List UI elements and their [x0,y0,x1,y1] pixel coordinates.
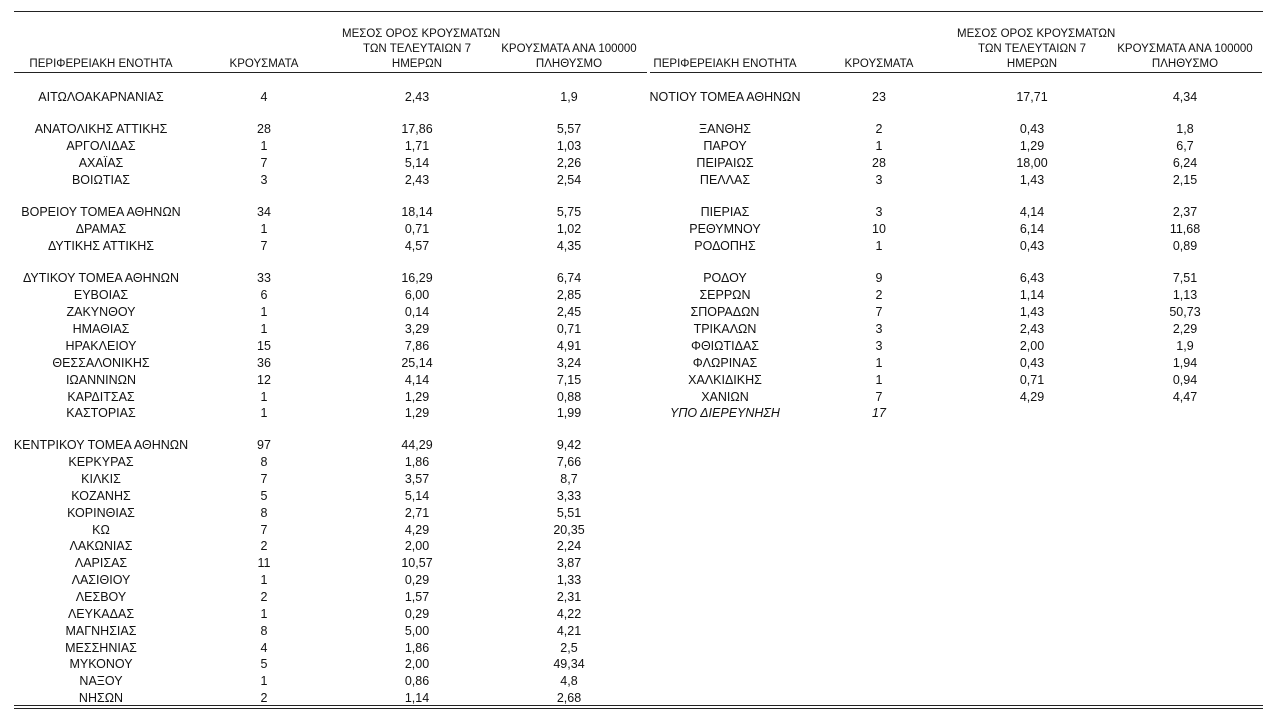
table-cell-region: ΛΑΣΙΘΙΟΥ [71,572,131,587]
table-cell-avg7: 5,14 [404,488,430,503]
table-cell-region: ΛΕΣΒΟΥ [75,589,127,604]
header-avg7-right-line: ΤΩΝ ΤΕΛΕΥΤΑΙΩΝ 7 [978,43,1086,55]
table-cell-cases: 2 [875,121,883,136]
table-cell-region: ΛΑΚΩΝΙΑΣ [69,538,133,553]
table-cell-region: ΦΘΙΩΤΙΔΑΣ [690,338,760,353]
table-cell-cases: 8 [260,505,268,520]
table-cell-region: ΜΥΚΟΝΟΥ [69,656,133,671]
table-cell-per100k: 2,5 [560,640,578,655]
header-cases-left-line: ΚΡΟΥΣΜΑΤΑ [229,58,299,70]
table-cell-cases: 1 [875,372,883,387]
table-cell-avg7: 3,57 [404,471,430,486]
table-cell-per100k: 2,24 [556,538,582,553]
header-per100k-left-line: ΚΡΟΥΣΜΑΤΑ ΑΝΑ 100000 [501,43,637,55]
table-cell-per100k: 0,88 [556,389,582,404]
table-cell-cases: 7 [260,522,268,537]
table-cell-region: ΦΛΩΡΙΝΑΣ [692,355,758,370]
table-cell-region: ΝΗΣΩΝ [78,690,124,705]
table-cell-region: ΡΟΔΟΠΗΣ [694,238,756,253]
table-cell-per100k: 0,89 [1172,238,1198,253]
table-cell-per100k: 5,51 [556,505,582,520]
table-cell-per100k: 2,31 [556,589,582,604]
table-cell-cases: 1 [875,355,883,370]
table-cell-region: ΣΕΡΡΩΝ [699,287,751,302]
table-cell-per100k: 1,33 [556,572,582,587]
bottom-rule-2 [14,708,1263,709]
table-cell-cases: 15 [257,338,271,353]
table-cell-cases: 5 [260,656,268,671]
table-cell-region: ΜΕΣΣΗΝΙΑΣ [65,640,137,655]
table-cell-avg7: 4,29 [1019,389,1045,404]
table-cell-per100k: 4,35 [556,238,582,253]
table-cell-avg7: 1,14 [404,690,430,705]
table-cell-cases: 2 [260,589,268,604]
table-cell-per100k: 2,37 [1172,204,1198,219]
table-cell-region: ΚΩ [92,522,110,537]
table-cell-region: ΠΕΛΛΑΣ [699,172,751,187]
table-cell-cases: 17 [872,405,886,420]
table-cell-cases: 1 [260,606,268,621]
header-cases-left [219,57,309,72]
header-avg7-right [957,27,1116,72]
table-cell-cases: 1 [260,405,268,420]
table-cell-region: ΒΟΙΩΤΙΑΣ [71,172,131,187]
table-cell-region: ΥΠΟ ΔΙΕΡΕΥΝΗΣΗ [670,405,780,420]
table-cell-per100k: 0,71 [556,321,582,336]
table-cell-cases: 11 [257,555,271,570]
table-cell-cases: 2 [875,287,883,302]
table-cell-per100k: 1,9 [560,89,578,104]
table-cell-region: ΖΑΚΥΝΘΟΥ [66,304,136,319]
table-cell-cases: 3 [875,172,883,187]
table-cell-avg7: 1,86 [404,454,430,469]
table-cell-region: ΙΩΑΝΝΙΝΩΝ [65,372,137,387]
table-cell-region: ΒΟΡΕΙΟΥ ΤΟΜΕΑ ΑΘΗΝΩΝ [21,204,181,219]
table-cell-cases: 9 [875,270,883,285]
table-cell-per100k: 3,24 [556,355,582,370]
table-cell-region: ΚΑΡΔΙΤΣΑΣ [67,389,135,404]
table-cell-region: ΚΙΛΚΙΣ [81,471,121,486]
header-avg7-left-line: ΤΩΝ ΤΕΛΕΥΤΑΙΩΝ 7 [363,43,471,55]
table-cell-region: ΚΕΝΤΡΙΚΟΥ ΤΟΜΕΑ ΑΘΗΝΩΝ [13,437,189,452]
table-cell-per100k: 2,54 [556,172,582,187]
table-cell-avg7: 2,71 [404,505,430,520]
header-region-left-line: ΠΕΡΙΦΕΡΕΙΑΚΗ ΕΝΟΤΗΤΑ [29,58,173,70]
header-region-right-line: ΠΕΡΙΦΕΡΕΙΑΚΗ ΕΝΟΤΗΤΑ [653,58,797,70]
table-cell-per100k: 8,7 [560,471,578,486]
table-cell-avg7: 0,43 [1019,355,1045,370]
table-cell-cases: 1 [875,238,883,253]
table-cell-cases: 4 [260,640,268,655]
table-cell-per100k: 1,03 [556,138,582,153]
table-cell-per100k: 2,26 [556,155,582,170]
table-cell-avg7: 1,14 [1019,287,1045,302]
table-cell-avg7: 0,43 [1019,238,1045,253]
table-cell-avg7: 1,86 [404,640,430,655]
table-cell-per100k: 20,35 [553,522,585,537]
header-region-left [1,57,201,72]
table-cell-cases: 7 [875,389,883,404]
table-cell-region: ΣΠΟΡΑΔΩΝ [690,304,760,319]
table-cell-avg7: 7,86 [404,338,430,353]
header-cases-right-line: ΚΡΟΥΣΜΑΤΑ [844,58,914,70]
table-cell-region: ΔΥΤΙΚΗΣ ΑΤΤΙΚΗΣ [48,238,154,253]
table-cell-cases: 28 [257,121,271,136]
table-cell-cases: 1 [260,138,268,153]
table-cell-avg7: 1,71 [404,138,430,153]
table-cell-avg7: 2,00 [1019,338,1045,353]
header-per100k-left-line: ΠΛΗΘΥΣΜΟ [535,58,603,70]
table-cell-cases: 12 [257,372,271,387]
table-cell-cases: 36 [257,355,271,370]
table-cell-region: ΔΡΑΜΑΣ [75,221,127,236]
table-cell-cases: 34 [257,204,271,219]
table-cell-per100k: 1,94 [1172,355,1198,370]
table-cell-avg7: 6,43 [1019,270,1045,285]
header-avg7-right-line: ΗΜΕΡΩΝ [1006,58,1058,70]
header-avg7-right-line: ΜΕΣΟΣ ΟΡΟΣ ΚΡΟΥΣΜΑΤΩΝ [957,28,1116,40]
table-cell-region: ΛΕΥΚΑΔΑΣ [67,606,135,621]
table-cell-per100k: 2,68 [556,690,582,705]
table-cell-per100k: 4,34 [1172,89,1198,104]
table-cell-cases: 10 [872,221,886,236]
table-cell-cases: 1 [260,389,268,404]
header-region-right [625,57,825,72]
table-cell-per100k [1100,405,1270,422]
header-rule-right [650,72,1262,73]
header-per100k-right-line: ΚΡΟΥΣΜΑΤΑ ΑΝΑ 100000 [1117,43,1253,55]
table-cell-region: ΤΡΙΚΑΛΩΝ [693,321,757,336]
table-cell-cases: 3 [260,172,268,187]
table-cell-avg7: 4,14 [1019,204,1045,219]
table-cell-region: ΗΡΑΚΛΕΙΟΥ [65,338,137,353]
table-cell-per100k: 6,24 [1172,155,1198,170]
table-cell-region: ΞΑΝΘΗΣ [699,121,751,136]
table-cell-region: ΚΟΖΑΝΗΣ [71,488,131,503]
table-cell-avg7: 2,43 [404,172,430,187]
table-cell-cases: 7 [260,155,268,170]
header-per100k-right [1100,42,1270,72]
table-cell-per100k: 1,99 [556,405,582,420]
table-cell-avg7: 0,71 [1019,372,1045,387]
table-cell-per100k: 7,15 [556,372,582,387]
table-cell-per100k: 2,45 [556,304,582,319]
table-cell-avg7: 16,29 [401,270,433,285]
table-cell-region: ΑΙΤΩΛΟΑΚΑΡΝΑΝΙΑΣ [38,89,164,104]
table-cell-avg7: 25,14 [401,355,433,370]
table-cell-region: ΚΟΡΙΝΘΙΑΣ [67,505,135,520]
table-cell-cases: 5 [260,488,268,503]
table-cell-avg7: 5,00 [404,623,430,638]
table-cell-cases: 97 [257,437,271,452]
table-cell-cases: 7 [260,471,268,486]
table-cell-per100k: 7,51 [1172,270,1198,285]
table-cell-region: ΧΑΛΚΙΔΙΚΗΣ [688,372,762,387]
table-cell-region: ΠΕΙΡΑΙΩΣ [696,155,754,170]
table-cell-region: ΚΑΣΤΟΡΙΑΣ [66,405,136,420]
table-cell-cases: 1 [260,673,268,688]
table-cell-per100k: 4,47 [1172,389,1198,404]
table-cell-region: ΑΝΑΤΟΛΙΚΗΣ ΑΤΤΙΚΗΣ [34,121,168,136]
table-cell-per100k: 11,68 [1169,221,1201,236]
table-cell-avg7: 10,57 [401,555,433,570]
table-cell-cases: 1 [260,304,268,319]
table-cell-avg7: 2,43 [1019,321,1045,336]
table-cell-region: ΠΙΕΡΙΑΣ [700,204,750,219]
table-cell-avg7: 1,29 [404,405,430,420]
table-cell-region: ΑΧΑΪΑΣ [78,155,124,170]
table-cell-avg7: 0,14 [404,304,430,319]
table-cell-region: ΝΟΤΙΟΥ ΤΟΜΕΑ ΑΘΗΝΩΝ [649,89,801,104]
table-cell-per100k: 50,73 [1169,304,1201,319]
table-cell-per100k: 49,34 [553,656,585,671]
table-cell-cases: 2 [260,538,268,553]
table-cell-avg7: 17,71 [1016,89,1048,104]
table-cell-cases: 2 [260,690,268,705]
table-cell-avg7: 6,14 [1019,221,1045,236]
table-cell-per100k: 1,8 [1176,121,1194,136]
table-cell-avg7: 2,43 [404,89,430,104]
table-cell-per100k: 9,42 [556,437,582,452]
table-cell-cases: 1 [875,138,883,153]
table-cell-per100k: 7,66 [556,454,582,469]
table-cell-cases: 3 [875,204,883,219]
table-cell-cases: 3 [875,321,883,336]
table-cell-region: ΚΕΡΚΥΡΑΣ [68,454,134,469]
table-cell-per100k: 5,75 [556,204,582,219]
table-cell-avg7: 1,29 [1019,138,1045,153]
table-cell-avg7: 0,86 [404,673,430,688]
table-cell-region: ΝΑΞΟΥ [79,673,123,688]
table-cell-cases: 1 [260,321,268,336]
table-cell-avg7: 2,00 [404,538,430,553]
table-cell-per100k: 6,74 [556,270,582,285]
table-cell-per100k: 4,21 [556,623,582,638]
table-cell-cases: 8 [260,623,268,638]
table-cell-cases: 3 [875,338,883,353]
table-cell-cases: 8 [260,454,268,469]
table-cell-avg7: 0,29 [404,572,430,587]
table-cell-avg7: 4,14 [404,372,430,387]
header-avg7-left-line: ΜΕΣΟΣ ΟΡΟΣ ΚΡΟΥΣΜΑΤΩΝ [342,28,501,40]
table-cell-per100k: 0,94 [1172,372,1198,387]
table-cell-avg7: 44,29 [401,437,433,452]
table-cell-avg7: 0,71 [404,221,430,236]
table-cell-region: ΘΕΣΣΑΛΟΝΙΚΗΣ [52,355,150,370]
table-cell-cases: 6 [260,287,268,302]
header-avg7-left [342,27,501,72]
table-cell-cases: 4 [260,89,268,104]
table-cell-region: ΧΑΝΙΩΝ [701,389,749,404]
table-cell-per100k: 1,02 [556,221,582,236]
table-cell-region: ΕΥΒΟΙΑΣ [73,287,129,302]
table-cell-avg7: 5,14 [404,155,430,170]
header-avg7-left-line: ΗΜΕΡΩΝ [391,58,443,70]
table-cell-per100k: 1,9 [1176,338,1194,353]
table-cell-avg7: 1,57 [404,589,430,604]
table-cell-per100k: 2,85 [556,287,582,302]
table-cell-cases: 7 [875,304,883,319]
table-cell-region: ΡΕΘΥΜΝΟΥ [689,221,761,236]
table-cell-avg7 [957,405,1107,422]
table-cell-avg7: 6,00 [404,287,430,302]
table-cell-avg7: 3,29 [404,321,430,336]
table-cell-avg7: 0,43 [1019,121,1045,136]
table-cell-per100k: 3,33 [556,488,582,503]
table-cell-per100k: 4,22 [556,606,582,621]
table-cell-avg7: 0,29 [404,606,430,621]
table-cell-region: ΜΑΓΝΗΣΙΑΣ [65,623,137,638]
header-rule-left [14,72,647,73]
table-cell-avg7: 4,57 [404,238,430,253]
table-cell-avg7: 2,00 [404,656,430,671]
header-per100k-right-line: ΠΛΗΘΥΣΜΟ [1151,58,1219,70]
table-cell-per100k: 2,15 [1172,172,1198,187]
table-cell-avg7: 1,29 [404,389,430,404]
table-cell-region: ΑΡΓΟΛΙΔΑΣ [66,138,136,153]
table-cell-cases: 23 [872,89,886,104]
table-cell-avg7: 17,86 [401,121,433,136]
table-cell-per100k: 4,8 [560,673,578,688]
table-cell-avg7: 18,00 [1016,155,1048,170]
table-cell-per100k: 3,87 [556,555,582,570]
table-cell-per100k: 6,7 [1176,138,1194,153]
header-cases-right [834,57,924,72]
table-cell-avg7: 18,14 [401,204,433,219]
table-cell-per100k: 1,13 [1172,287,1198,302]
table-cell-region: ΛΑΡΙΣΑΣ [74,555,128,570]
table-cell-cases: 7 [260,238,268,253]
table-cell-avg7: 4,29 [404,522,430,537]
table-cell-region: ΗΜΑΘΙΑΣ [72,321,130,336]
table-cell-per100k: 2,29 [1172,321,1198,336]
table-cell-region: ΔΥΤΙΚΟΥ ΤΟΜΕΑ ΑΘΗΝΩΝ [22,270,180,285]
table-cell-avg7: 1,43 [1019,172,1045,187]
table-cell-cases: 28 [872,155,886,170]
table-cell-cases: 33 [257,270,271,285]
table-cell-cases: 1 [260,572,268,587]
table-cell-avg7: 1,43 [1019,304,1045,319]
top-rule [14,11,1263,12]
table-cell-cases: 1 [260,221,268,236]
table-cell-per100k: 4,91 [556,338,582,353]
table-cell-per100k: 5,57 [556,121,582,136]
table-cell-region: ΡΟΔΟΥ [703,270,747,285]
table-cell-region: ΠΑΡΟΥ [703,138,747,153]
